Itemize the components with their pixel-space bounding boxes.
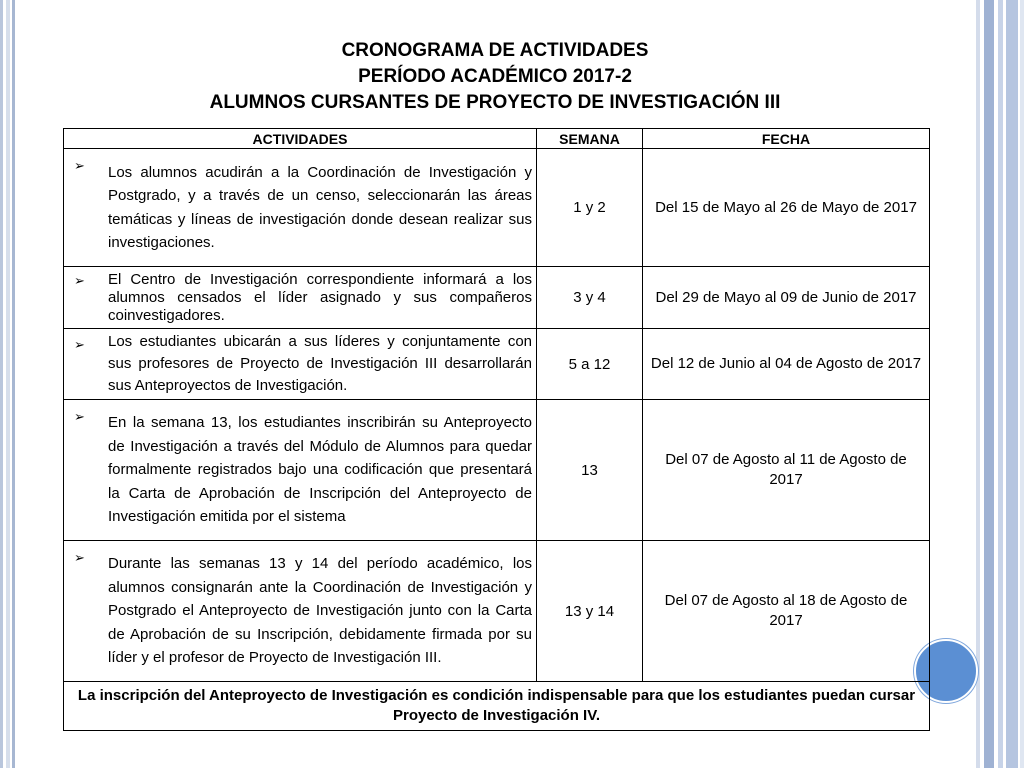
activity-text: El Centro de Investigación correspondiente informará a los alumnos censados el líder asignado y sus compañeros coinvestigadores.: [108, 270, 532, 324]
week-cell: 5 a 12: [537, 329, 643, 400]
week-cell: 1 y 2: [537, 149, 643, 267]
table-row: [64, 267, 930, 329]
header-actividades: ACTIVIDADES: [64, 129, 537, 149]
activity-text: En la semana 13, los estudiantes inscribirán su Anteproyecto de Investigación a través del Módulo de Alumnos para quedar formalmente registrados bajo una codificación que presentará la Carta de Aprobación de Inscripción del Anteproyecto de Investigación emitida por el sistema: [108, 414, 532, 526]
header-fecha: FECHA: [643, 129, 930, 149]
activity-cell: [64, 541, 537, 682]
week-cell: 13 y 14: [537, 541, 643, 682]
table-row: [64, 541, 930, 682]
schedule-table: [63, 128, 930, 731]
date-cell: Del 12 de Junio al 04 de Agosto de 2017: [643, 329, 930, 400]
week-cell: 3 y 4: [537, 267, 643, 329]
table-row: [64, 149, 930, 267]
date-cell: Del 29 de Mayo al 09 de Junio de 2017: [643, 267, 930, 329]
date-cell: Del 15 de Mayo al 26 de Mayo de 2017: [643, 149, 930, 267]
date-cell: Del 07 de Agosto al 11 de Agosto de 2017: [643, 400, 930, 541]
table-note-row: [64, 682, 930, 731]
activity-cell: [64, 149, 537, 267]
table-header-row: [64, 129, 930, 149]
arrowhead-bullet-icon: ➢: [74, 337, 85, 352]
title-line-1: CRONOGRAMA DE ACTIVIDADES: [341, 40, 649, 61]
date-cell: Del 07 de Agosto al 18 de Agosto de 2017: [643, 541, 930, 682]
activity-text: Los alumnos acudirán a la Coordinación de Investigación y Postgrado, y a través de un censo, seleccionarán las áreas temáticas y líneas de investigación donde desean realizar sus investigaciones.: [108, 163, 532, 251]
slide-title-block: [62, 38, 928, 116]
activity-cell: [64, 267, 537, 329]
title-line-2: PERÍODO ACADÉMICO 2017-2: [358, 66, 632, 87]
activity-cell: [64, 400, 537, 541]
arrowhead-bullet-icon: ➢: [74, 158, 85, 173]
table-row: [64, 329, 930, 400]
arrowhead-bullet-icon: ➢: [74, 550, 85, 565]
table-row: [64, 400, 930, 541]
left-decorative-border: [0, 0, 18, 768]
right-decorative-border: [976, 0, 1024, 768]
arrowhead-bullet-icon: ➢: [74, 273, 85, 288]
activity-text: Durante las semanas 13 y 14 del período académico, los alumnos consignarán ante la Coordinación de Investigación y Postgrado el Anteproyecto de Investigación junto con la Carta de Aprobación de su Inscripción, debidamente firmada por su líder y el profesor de Proyecto de Investigación III.: [108, 555, 532, 667]
title-line-3: ALUMNOS CURSANTES DE PROYECTO DE INVESTIGACIÓN III: [209, 92, 781, 113]
arrowhead-bullet-icon: ➢: [74, 409, 85, 424]
header-semana: SEMANA: [537, 129, 643, 149]
week-cell: 13: [537, 400, 643, 541]
note-cell: La inscripción del Anteproyecto de Investigación es condición indispensable para que los estudiantes puedan cursar Proyecto de Investigación IV.: [64, 682, 930, 731]
activity-cell: [64, 329, 537, 400]
activity-text: Los estudiantes ubicarán a sus líderes y conjuntamente con sus profesores de Proyecto de Investigación III desarrollarán sus Anteproyectos de Investigación.: [108, 333, 532, 394]
